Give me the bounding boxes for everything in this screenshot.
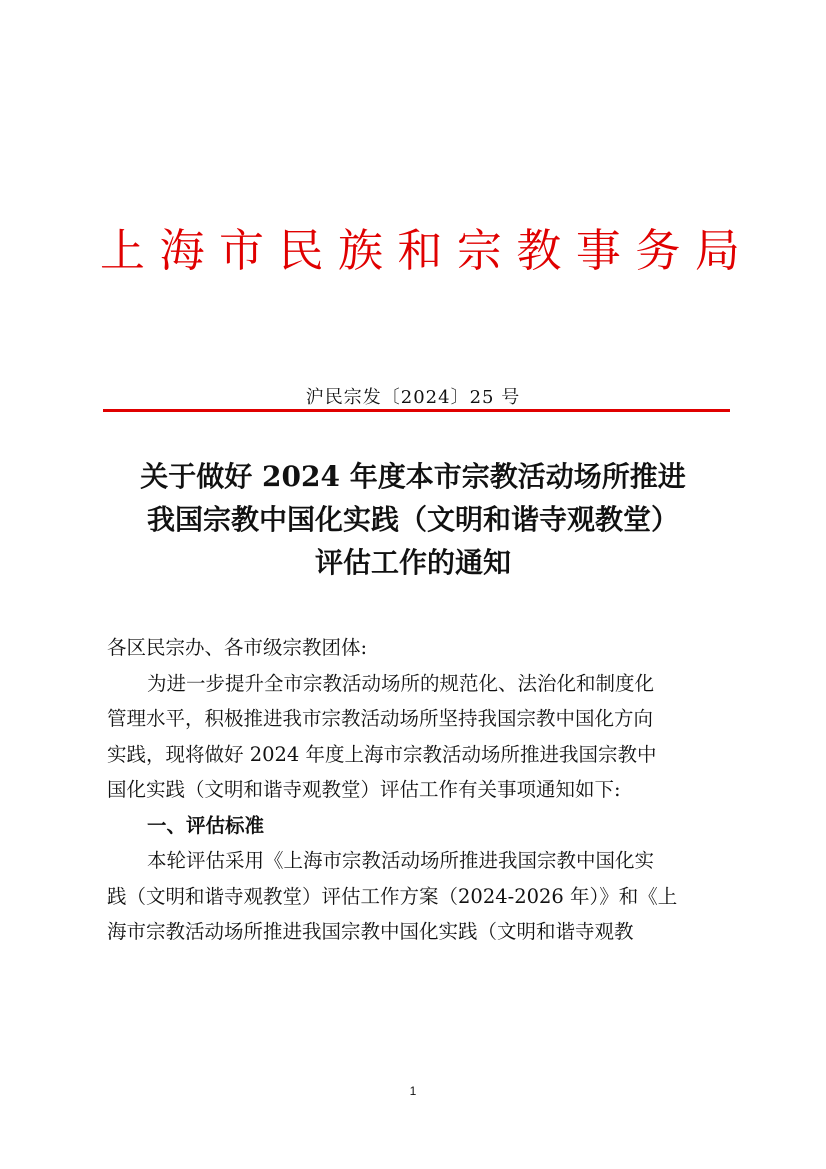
org-char: 和 xyxy=(397,223,443,277)
title-line: 我国宗教中国化实践（文明和谐寺观教堂） xyxy=(146,503,679,536)
issuing-organization-header xyxy=(100,215,740,285)
org-char: 上 xyxy=(100,223,146,277)
org-char: 教 xyxy=(516,223,562,277)
org-char: 局 xyxy=(694,223,740,277)
document-body xyxy=(107,630,727,950)
org-char: 族 xyxy=(337,223,383,277)
page-number: 1 xyxy=(409,1084,417,1098)
salutation: 各区民宗办、各市级宗教团体: xyxy=(107,636,368,659)
paragraph-line: 践（文明和谐寺观教堂）评估工作方案（2024-2026 年）》和《上 xyxy=(107,884,678,908)
org-char: 务 xyxy=(635,223,681,277)
section-heading: 一、评估标准 xyxy=(147,813,265,837)
document-number: 沪民宗发〔2024〕25 号 xyxy=(305,387,521,408)
org-char: 宗 xyxy=(456,223,502,277)
paragraph-line: 管理水平，积极推进我市宗教活动场所坚持我国宗教中国化方向 xyxy=(107,707,654,730)
paragraph-line: 国化实践（文明和谐寺观教堂）评估工作有关事项通知如下: xyxy=(107,778,621,801)
org-char: 事 xyxy=(575,223,621,277)
org-char: 海 xyxy=(159,223,205,277)
paragraph-line: 本轮评估采用《上海市宗教活动场所推进我国宗教中国化实 xyxy=(147,849,655,872)
paragraph-line: 实践，现将做好 2024 年度上海市宗教活动场所推进我国宗教中 xyxy=(107,742,657,766)
document-title xyxy=(100,455,726,584)
title-line: 评估工作的通知 xyxy=(314,546,511,579)
title-line: 关于做好 2024 年度本市宗教活动场所推进 xyxy=(140,460,686,493)
org-char: 民 xyxy=(278,223,324,277)
red-divider-line xyxy=(103,409,730,412)
org-char: 市 xyxy=(218,223,264,277)
paragraph-line: 海市宗教活动场所推进我国宗教中国化实践（文明和谐寺观教 xyxy=(107,920,634,943)
paragraph-line: 为进一步提升全市宗教活动场所的规范化、法治化和制度化 xyxy=(147,671,655,695)
